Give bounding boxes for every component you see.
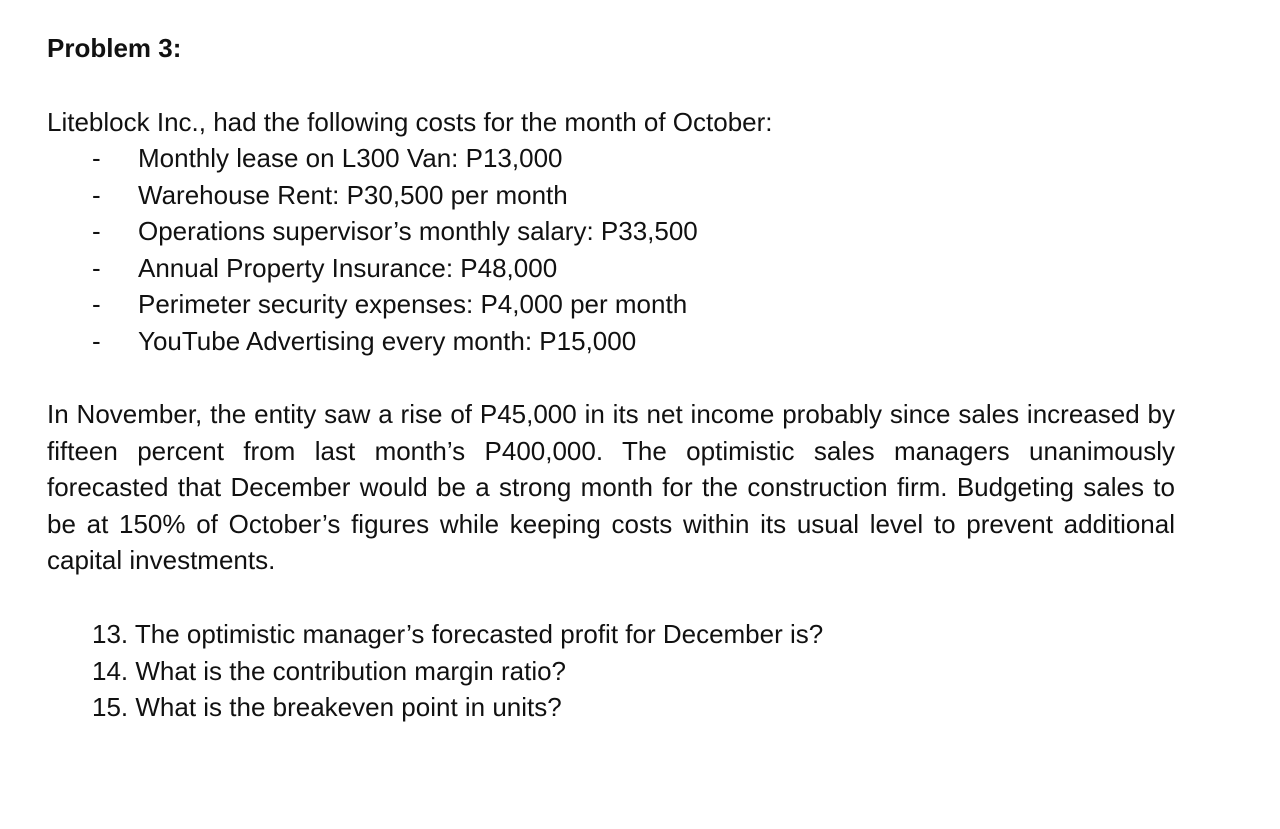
question-item: 15. What is the breakeven point in units? <box>92 692 562 722</box>
cost-text: Perimeter security expenses: P4,000 per month <box>138 289 688 319</box>
question-item: 14. What is the contribution margin ratio? <box>92 655 567 686</box>
question-list <box>92 616 823 726</box>
intro-text: Liteblock Inc., had the following costs for the month of October: <box>47 107 773 137</box>
bullet-dash: - <box>92 143 101 173</box>
problem-title: Problem 3: <box>47 33 182 63</box>
cost-text: YouTube Advertising every month: P15,000 <box>138 325 637 356</box>
bullet-dash: - <box>92 289 101 319</box>
bullet-dash: - <box>92 179 101 210</box>
bullet-dash: - <box>92 216 101 246</box>
cost-text: Warehouse Rent: P30,500 per month <box>138 179 568 210</box>
scenario-paragraph: In November, the entity saw a rise of P45,000 in its net income probably since sales increased by fifteen percent from last month’s P400,000. The optimistic sales managers unanimously forecasted that December would be a strong month for the construction firm. Budgeting sales to be at 150% of October’s figures while keeping costs within its usual level to prevent additional capital investments. <box>47 399 1175 575</box>
cost-text: Operations supervisor’s monthly salary: P33,500 <box>138 216 698 246</box>
question-item: 13. The optimistic manager’s forecasted profit for December is? <box>92 619 824 649</box>
bullet-dash: - <box>92 325 101 356</box>
cost-text: Annual Property Insurance: P48,000 <box>138 252 558 283</box>
bullet-dash: - <box>92 252 101 283</box>
cost-text: Monthly lease on L300 Van: P13,000 <box>138 143 563 173</box>
